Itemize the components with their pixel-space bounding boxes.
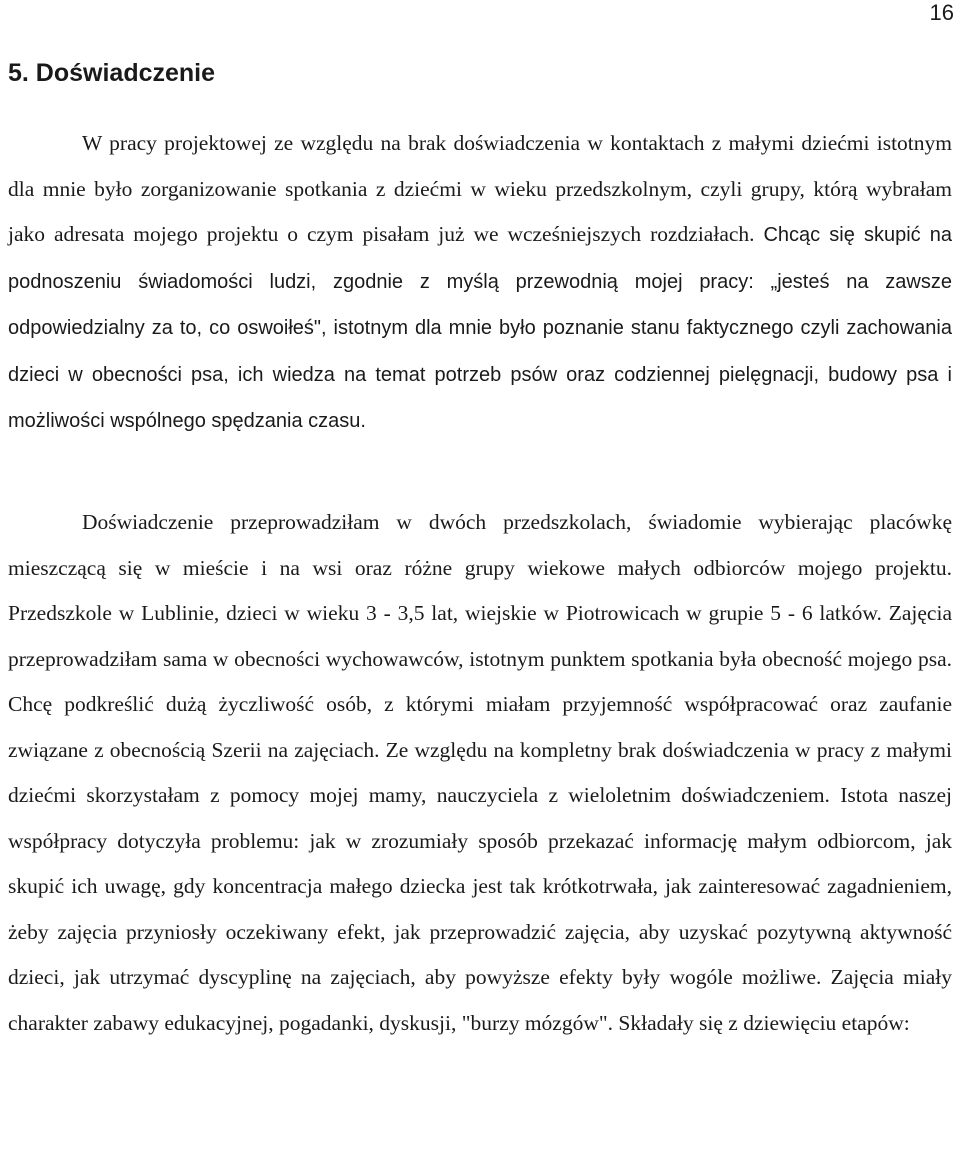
paragraph-experience: Doświadczenie przeprowadziłam w dwóch przedszkolach, świadomie wybierając placówkę mieszczącą się w mieście i na wsi oraz różne grupy wiekowe małych odbiorców mojego projektu. Przedszkole w Lublinie, dzieci w wieku 3 - 3,5 lat, wiejskie w Piotrowicach w grupie 5 - 6 latków. Zajęcia przeprowadziłam sama w obecności wychowawców, istotnym punktem spotkania była obecność mojego psa. Chcę podkreślić dużą życzliwość osób, z którymi miałam przyjemność współpracować oraz zaufanie związane z obecnością Szerii na zajęciach. Ze względu na kompletny brak doświadczenia w pracy z małymi dziećmi skorzystałam z pomocy mojej mamy, nauczyciela z wieloletnim doświadczeniem. Istota naszej współpracy dotyczyła problemu: jak w zrozumiały sposób przekazać informację małym odbiorcom, jak skupić ich uwagę, gdy koncentracja małego dziecka jest tak krótkotrwała, jak zainteresować zagadnieniem, żeby zajęcia przyniosły oczekiwany efekt, jak przeprowadzić zajęcia, aby uzyskać pozytywną aktywność dzieci, jak utrzymać dyscyplinę na zajęciach, aby powyższe efekty były wogóle możliwe. Zajęcia miały charakter zabawy edukacyjnej, pogadanki, dyskusji, "burzy mózgów". Składały się z dziewięciu etapów:	[8, 510, 952, 1035]
section-heading: 5. Doświadczenie	[8, 59, 216, 87]
paragraph-intro	[8, 121, 952, 445]
paragraph-intro-part2: Chcąc się skupić na podnoszeniu świadomości ludzi, zgodnie z myślą przewodnią mojej pracy: „jesteś na zawsze odpowiedzialny za to, co oswoiłeś", istotnym dla mnie było poznanie stanu faktycznego czyli zachowania dzieci w obecności psa, ich wiedza na temat potrzeb psów oraz codziennej pielęgnacji, budowy psa i możliwości wspólnego spędzania czasu.	[8, 224, 952, 432]
page-number: 16	[929, 0, 954, 25]
paragraph-intro-part1: W pracy projektowej ze względu na brak doświadczenia w kontaktach z małymi dziećmi istotnym dla mnie było zorganizowanie spotkania z dziećmi w wieku przedszkolnym, czyli grupy, którą wybrałam jako adresata mojego projektu o czym pisałam już we wcześniejszych rozdziałach.	[8, 131, 952, 246]
